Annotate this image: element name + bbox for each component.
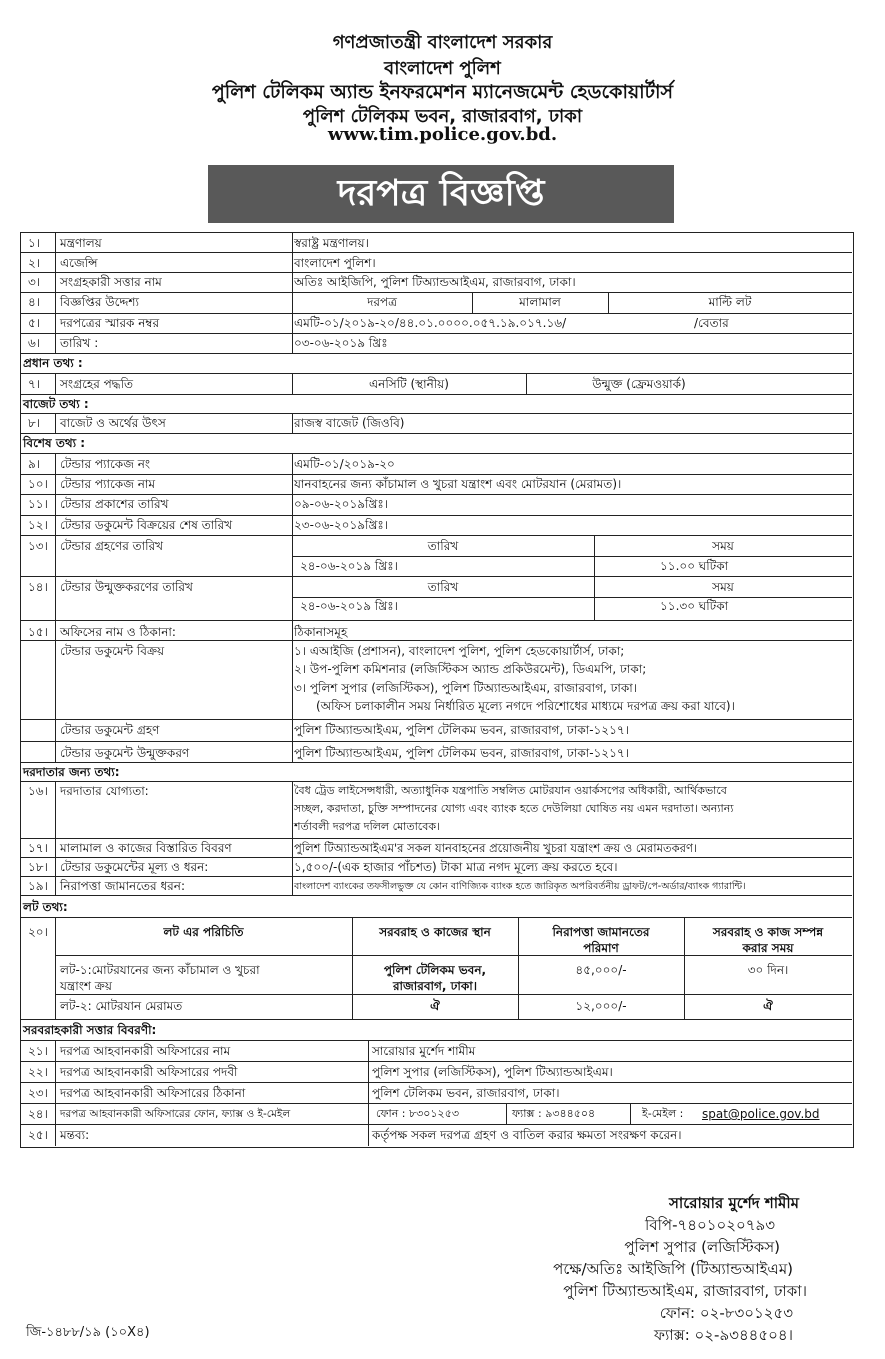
row-label: দরপত্রের স্মারক নম্বর [60,316,160,330]
table-rule [55,232,56,353]
column-header: নিরাপত্তা জামানতের [552,925,650,939]
table-rule [20,333,852,334]
lot-name: লট-২: মোটরযান মেরামত [60,999,183,1013]
row-label: মন্তব্য: [60,1128,90,1142]
row-label: মালামাল ও কাজের বিস্তারিত বিবরণ [60,841,232,855]
signatory-phone: ফোন: ০২-৮৩০১২৫৩ [659,1304,793,1322]
row-number: ১৬। [28,784,48,798]
row-number: ৮। [28,416,41,430]
column-header: সরবরাহ ও কাজের স্থান [379,925,491,939]
row-value: রাজস্ব বাজেট (জিওবি) [294,416,405,430]
row-value: স্বরাষ্ট্র মন্ত্রণালয়। [294,236,369,250]
table-rule [20,838,852,839]
row-number: ২২। [28,1065,48,1079]
fax-value: ফ্যাক্স : ৯৩৪৪৫০৪ [512,1107,596,1120]
table-rule [368,1040,369,1146]
row-number: ১৭। [28,841,48,855]
website-link[interactable]: www.tim.police.gov.bd. [327,124,558,145]
row-value: কর্তৃপক্ষ সকল দরপত্র গ্রহণ ও বাতিল করার ক্ষমতা সংরক্ষণ করেন। [372,1128,682,1142]
row-value: পুলিশ টিঅ্যান্ডআইএম'র সকল যানবাহনের প্রয়োজনীয় খুচরা যন্ত্রাংশ ক্রয় ও মেরামতকরণ। [294,841,698,855]
row-value: পুলিশ টেলিকম ভবন, রাজারবাগ, ঢাকা। [372,1086,560,1100]
table-rule [20,1061,852,1062]
lot-amount: ১২,০০০/- [575,999,627,1013]
signatory-fax: ফ্যাক্স: ০২-৯৩৪৪৫০৪। [654,1326,793,1344]
row-value: অতিঃ আইজিপি, পুলিশ টিঅ্যান্ডআইএম, রাজারবাগ, ঢাকা। [294,275,576,289]
row-number: ৪। [28,295,41,309]
table-rule [55,1040,56,1146]
signatory-on-behalf: পক্ষে/অতিঃ আইজিপি (টিঅ্যান্ডআইএম) [553,1260,793,1278]
table-rule [20,1103,852,1104]
table-rule [20,781,852,782]
row-number: ২৩। [28,1086,48,1100]
row-label: এজেন্সি [60,256,98,270]
column-header: সরবরাহ ও কাজ সম্পন্ন [712,925,824,939]
address-line: ১। এআইজি (প্রশাসন), বাংলাদেশ পুলিশ, পুলিশ হেডকোয়ার্টার্স, ঢাকা; [294,644,625,658]
row-value: এমটি-০১/২০১৯-২০/৪৪.০১.০০০০.০৫৭.১৯.০১৭.১৬/ [294,316,567,330]
table-rule [20,1082,852,1083]
row-number: ২। [28,256,41,270]
notice-banner: দরপত্র বিজ্ঞপ্তি [208,165,674,223]
row-label: তারিখ : [60,336,99,350]
phone-value: ফোন : ৮৩০১২৫৩ [376,1107,459,1120]
row-value: বৈধ ট্রেড লাইসেন্সধারী, অত্যাধুনিক যন্ত্রপাতি সম্বলিত মোটরযান ওয়ার্কসপের অধিকারী, আর্থিকভাবে [294,784,727,797]
row-number: ১৩। [28,539,48,553]
table-rule [20,313,852,314]
row-label: টেন্ডার প্যাকেজ নাম [60,477,156,491]
signatory-bp: বিপি-৭৪০১০২০৭৯৩ [645,1216,775,1234]
table-rule [20,474,852,475]
row-value: ০৯-০৬-২০১৯খ্রিঃ। [294,497,389,511]
row-value: সারোয়ার মুর্শেদ শামীম [372,1044,476,1058]
table-rule [20,515,852,516]
column-header: তারিখ [427,539,459,553]
row-value: দরপত্র [367,295,397,309]
table-rule [20,272,852,273]
row-value: বাংলাদেশ পুলিশ। [294,256,376,270]
table-rule [20,353,852,354]
row-number: ১০। [28,477,48,491]
row-value: মাল্টি লট [708,295,752,309]
column-header: তারিখ [427,580,459,594]
address-line: ৩। পুলিশ সুপার (লজিস্টিকস), পুলিশ টিঅ্যান্ডআইএম, রাজারবাগ, ঢাকা। [294,681,638,695]
section-heading: দরদাতার জন্য তথ্য: [23,765,120,779]
row-label: সংগ্রহের পদ্ধতি [60,377,134,391]
row-value: পুলিশ টিঅ্যান্ডআইএম, পুলিশ টেলিকম ভবন, রাজারবাগ, ঢাকা-১২১৭। [294,723,629,737]
section-heading: বাজেট তথ্য : [23,397,89,411]
table-rule [20,576,852,577]
row-number: ৯। [28,457,41,471]
row-label: নিরাপত্তা জামানতের ধরন: [60,879,185,893]
lot-place: পুলিশ টেলিকম ভবন, [383,963,487,977]
lot-amount: ৪৫,০০০/- [575,963,627,977]
row-label: টেন্ডার প্রকাশের তারিখ [60,497,169,511]
table-rule [20,394,852,395]
lot-time: ঐ [763,999,773,1013]
row-value: /বেতার [694,316,729,330]
row-label: দরপত্র আহবানকারী অফিসারের ফোন, ফ্যাক্স ও ই-মেইল [60,1108,291,1120]
row-label: টেন্ডার ডকুমেন্ট উন্মুক্তকরণ [60,746,190,760]
row-number: ১৮। [28,860,48,874]
row-label: সংগ্রহকারী সত্তার নাম [60,275,162,289]
lot-time: ৩০ দিন। [747,963,789,977]
table-rule [630,1103,631,1124]
office-title: পুলিশ টেলিকম অ্যান্ড ইনফরমেশন ম্যানেজমেন্ট হেডকোয়ার্টার্স [211,81,674,103]
lot-name: যন্ত্রাংশ ক্রয় [60,979,112,993]
table-rule [20,373,852,374]
row-label: দরপত্র আহবানকারী অফিসারের ঠিকানা [60,1086,246,1100]
table-rule [506,1103,507,1124]
row-value: পুলিশ সুপার (লজিস্টিকস), পুলিশ টিঅ্যান্ডআইএম। [372,1065,613,1079]
address-note: (অফিস চলাকালীন সময় নির্ধারিত মূল্যে নগদে পরিশোধের মাধ্যমে দরপত্র ক্রয় করা যাবে)। [316,699,735,713]
table-rule [20,292,852,293]
table-rule [20,876,852,877]
office-address: পুলিশ টেলিকম ভবন, রাজারবাগ, ঢাকা [302,106,583,127]
row-label: টেন্ডার ডকুমেন্টের মূল্য ও ধরন: [60,860,209,874]
table-rule [20,535,852,536]
table-rule [20,433,852,434]
table-rule [20,719,852,720]
table-rule [20,453,852,454]
email-link[interactable]: spat@police.gov.bd [702,1107,820,1121]
section-heading: লট তথ্য: [23,900,68,914]
table-rule [20,1019,852,1020]
row-label: মন্ত্রণালয় [60,236,102,250]
table-rule [292,556,852,557]
row-label: টেন্ডার ডকুমেন্ট বিক্রয়ের শেষ তারিখ [60,518,233,532]
table-rule [292,453,293,762]
publication-ref: জি-১৪৮৮/১৯ (১০X৪) [26,1325,150,1340]
table-rule [20,494,852,495]
row-label: টেন্ডার ডকুমেন্ট বিক্রয় [60,644,165,658]
row-number: ২৪। [28,1107,48,1121]
row-value: ২৪-০৬-২০১৯ খ্রিঃ। [300,599,398,613]
lot-name: লট-১:মোটরযানের জন্য কাঁচামাল ও খুচরা [60,963,260,977]
row-label: অফিসের নাম ও ঠিকানা: [60,625,176,639]
row-value: ০৩-০৬-২০১৯ খ্রিঃ [294,336,388,350]
govt-title: গণপ্রজাতন্ত্রী বাংলাদেশ সরকার [332,32,553,53]
table-rule [20,1124,852,1125]
lot-place: ঐ [430,999,440,1013]
row-number: ৫। [28,316,41,330]
section-heading: বিশেষ তথ্য : [23,436,86,450]
row-value: ২৩-০৬-২০১৯খ্রিঃ। [294,518,389,532]
row-value: শর্তাবলী দরপত্র দলিল মোতাবেক। [294,820,440,833]
table-rule [20,917,852,918]
signatory-name: সারোয়ার মুর্শেদ শামীম [668,1194,799,1212]
row-label: টেন্ডার ডকুমেন্ট গ্রহণ [60,723,160,737]
table-rule [20,640,852,641]
column-header: করার সময় [742,941,794,955]
row-label: দরদাতার যোগ্যতা: [60,784,149,798]
row-value: ১১.৩০ ঘটিকা [660,599,729,613]
row-value: এমটি-০১/২০১৯-২০ [294,457,395,471]
column-header: সময় [712,580,734,594]
row-value: সচ্ছল, করদাতা, চুক্তি সম্পাদনের যোগ্য এবং ব্যাংক হতে দেউলিয়া ঘোষিত নয় এমন দরদাতা। অন্যান্য [294,802,734,815]
row-number: ২১। [28,1044,48,1058]
row-value: ১,৫০০/-(এক হাজার পাঁচশত) টাকা মাত্র নগদ মূল্যে ক্রয় করতে হবে। [294,860,618,874]
row-number: ১৪। [28,580,48,594]
section-heading: সরবরাহকারী সত্তার বিবরণী: [23,1023,157,1037]
table-rule [292,781,293,895]
row-value: ২৪-০৬-২০১৯ খ্রিঃ। [300,559,398,573]
column-header: লট এর পরিচিতি [163,925,244,939]
table-rule [20,1040,852,1041]
row-number: ১৯। [28,879,48,893]
row-value: এনসিটি (স্থানীয়) [369,377,449,391]
email-label: ই-মেইল : [642,1107,684,1120]
row-number: ১২। [28,518,48,532]
row-label: বাজেট ও অর্থের উৎস [60,416,166,430]
row-value: ১১.০০ ঘটিকা [660,559,729,573]
row-number: ১। [28,236,41,250]
table-rule [292,413,293,433]
row-value: বাংলাদেশ ব্যাংকের তফসীলভুক্ত যে কোন বাণিজ্যিক ব্যাংক হতে জারিকৃত অপরিবর্তনীয় ড্রাফট/পে-অর্ডার/ব্যাংক গ্যারান্টি। [294,881,746,892]
row-label: দরপত্র আহবানকারী অফিসারের পদবী [60,1065,238,1079]
row-label: টেন্ডার গ্রহণের তারিখ [60,539,164,553]
row-label: টেন্ডার প্যাকেজ নং [60,457,151,471]
row-value: উন্মুক্ত (ফ্রেমওয়ার্ক) [592,377,686,391]
table-rule [20,620,852,621]
signatory-designation: পুলিশ সুপার (লজিস্টিকস) [624,1238,780,1256]
table-rule [55,413,56,433]
section-heading: প্রধান তথ্য : [23,356,83,370]
table-rule [20,857,852,858]
table-rule [20,741,852,742]
row-value: মালামাল [519,295,561,309]
lot-place: রাজারবাগ, ঢাকা। [392,979,478,993]
table-rule [55,453,56,762]
table-rule [20,762,852,763]
row-number: ১১। [28,497,48,511]
table-rule [292,232,293,353]
row-label: টেন্ডার উন্মুক্তকরণের তারিখ [60,580,193,594]
address-line: ২। উপ-পুলিশ কমিশনার (লজিস্টিকস অ্যান্ড প্রকিউরমেন্ট), ডিএমপি, ঢাকা; [294,662,647,676]
row-value: ঠিকানাসমূহ [294,625,348,639]
table-rule [55,994,852,995]
row-value: পুলিশ টিঅ্যান্ডআইএম, পুলিশ টেলিকম ভবন, রাজারবাগ, ঢাকা-১২১৭। [294,746,629,760]
row-value: যানবাহনের জন্য কাঁচামাল ও খুচরা যন্ত্রাংশ এবং মোটরযান (মেরামত)। [294,477,622,491]
table-rule [55,373,56,394]
row-label: দরপত্র আহবানকারী অফিসারের নাম [60,1044,231,1058]
column-header: পরিমাণ [583,941,619,955]
agency-title: বাংলাদেশ পুলিশ [384,58,501,79]
table-rule [20,413,852,414]
row-number: ২৫। [28,1128,48,1142]
row-number: ২০। [28,925,48,939]
row-number: ১৫। [28,625,48,639]
row-number: ৩। [28,275,41,289]
row-label: বিজ্ঞপ্তির উদ্দেশ্য [60,295,139,309]
table-rule [20,895,852,896]
table-rule [55,781,56,895]
column-header: সময় [712,539,734,553]
row-number: ৬। [28,336,41,350]
signatory-office: পুলিশ টিঅ্যান্ডআইএম, রাজারবাগ, ঢাকা। [563,1282,807,1300]
table-rule [20,252,852,253]
row-number: ৭। [28,377,41,391]
